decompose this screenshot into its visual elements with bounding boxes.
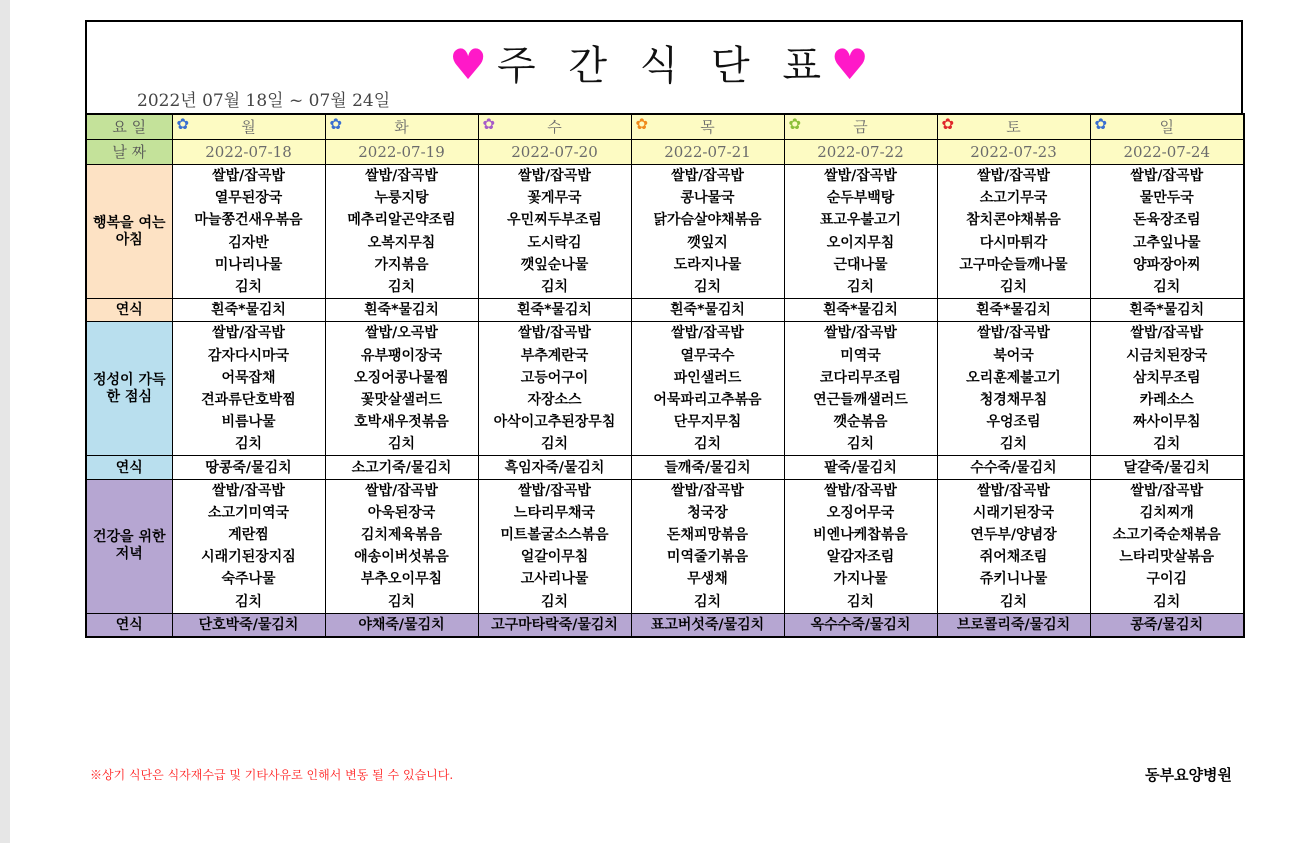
flower-pot-blue-icon: ✿ (1094, 115, 1108, 133)
snack-item: 옥수수죽/물김치 (784, 613, 937, 637)
dinner-row (86, 502, 1244, 524)
menu-item: 견과류단호박찜 (172, 389, 325, 411)
lunch-row (86, 389, 1244, 411)
dinner-snack-label: 연식 (86, 613, 172, 637)
menu-item: 쌀밥/잡곡밥 (325, 479, 478, 502)
menu-item: 단무지무침 (631, 411, 784, 433)
date-cell: 2022-07-20 (478, 140, 631, 165)
menu-item: 시래기된장국 (937, 502, 1090, 524)
menu-item: 미트볼굴소스볶음 (478, 524, 631, 546)
menu-item: 쌀밥/잡곡밥 (325, 165, 478, 188)
menu-item: 쌀밥/잡곡밥 (172, 165, 325, 188)
menu-item: 김치 (937, 433, 1090, 456)
menu-item: 우엉조림 (937, 411, 1090, 433)
snack-item: 달걀죽/물김치 (1090, 456, 1244, 479)
menu-item: 쌀밥/잡곡밥 (172, 322, 325, 345)
date-header-row (86, 140, 1244, 165)
menu-item: 소고기죽순채볶음 (1090, 524, 1244, 546)
menu-item: 김치 (172, 433, 325, 456)
menu-item: 열무국수 (631, 345, 784, 367)
menu-item: 양파장아찌 (1090, 254, 1244, 276)
menu-item: 고사리나물 (478, 568, 631, 590)
date-cell: 2022-07-21 (631, 140, 784, 165)
menu-change-notice: ※상기 식단은 식자재수급 및 기타사유로 인해서 변동 될 수 있습니다. (90, 768, 454, 782)
menu-item: 오리훈제불고기 (937, 367, 1090, 389)
day-name: 월 (241, 118, 256, 136)
lunch-row (86, 345, 1244, 367)
snack-item: 흰죽*물김치 (1090, 299, 1244, 322)
menu-item: 쌀밥/잡곡밥 (1090, 322, 1244, 345)
menu-item: 애송이버섯볶음 (325, 546, 478, 568)
title-text: 주 간 식 단 표 (496, 43, 832, 89)
menu-item: 쌀밥/잡곡밥 (1090, 479, 1244, 502)
dinner-row (86, 546, 1244, 568)
menu-item: 자장소스 (478, 389, 631, 411)
menu-item: 닭가슴살야채볶음 (631, 209, 784, 231)
day-header-cell (172, 114, 325, 140)
dinner-row (86, 479, 1244, 502)
snack-item: 소고기죽/물김치 (325, 456, 478, 479)
menu-item: 미나리나물 (172, 254, 325, 276)
menu-item: 꽃맛살샐러드 (325, 389, 478, 411)
date-range: 2022년 07월 18일 ~ 07월 24일 (137, 91, 391, 111)
lunch-snack-row (86, 456, 1244, 479)
menu-table (85, 113, 1245, 638)
menu-item: 메추리알곤약조림 (325, 209, 478, 231)
menu-item: 열무된장국 (172, 187, 325, 209)
menu-item: 아삭이고추된장무침 (478, 411, 631, 433)
snack-item: 브로콜리죽/물김치 (937, 613, 1090, 637)
snack-item: 땅콩죽/물김치 (172, 456, 325, 479)
menu-item: 가지나물 (784, 568, 937, 590)
menu-item: 다시마튀각 (937, 232, 1090, 254)
title-box (85, 20, 1243, 113)
snack-item: 콩죽/물김치 (1090, 613, 1244, 637)
day-header-cell (478, 114, 631, 140)
menu-item: 쌀밥/잡곡밥 (631, 322, 784, 345)
menu-item: 고추잎나물 (1090, 232, 1244, 254)
snack-item: 수수죽/물김치 (937, 456, 1090, 479)
menu-item: 연근들깨샐러드 (784, 389, 937, 411)
snack-item: 야채죽/물김치 (325, 613, 478, 637)
breakfast-row (86, 276, 1244, 299)
menu-item: 꽃게무국 (478, 187, 631, 209)
day-header-cell (784, 114, 937, 140)
menu-item: 쌀밥/잡곡밥 (937, 165, 1090, 188)
menu-item: 쌀밥/잡곡밥 (784, 479, 937, 502)
day-name: 일 (1159, 118, 1174, 136)
menu-item: 삼치무조림 (1090, 367, 1244, 389)
menu-item: 김치 (631, 276, 784, 299)
menu-item: 무생채 (631, 568, 784, 590)
menu-item: 얼갈이무침 (478, 546, 631, 568)
menu-item: 오이지무침 (784, 232, 937, 254)
menu-item: 쌀밥/잡곡밥 (784, 165, 937, 188)
snack-item: 팥죽/물김치 (784, 456, 937, 479)
menu-item: 김치 (325, 433, 478, 456)
menu-item: 어묵파리고추볶음 (631, 389, 784, 411)
breakfast-row (86, 187, 1244, 209)
menu-item: 고구마순들깨나물 (937, 254, 1090, 276)
flower-pot-purple-icon: ✿ (482, 115, 496, 133)
menu-item: 유부팽이장국 (325, 345, 478, 367)
menu-item: 도라지나물 (631, 254, 784, 276)
menu-item: 쌀밥/잡곡밥 (172, 479, 325, 502)
lunch-row (86, 433, 1244, 456)
lunch-row (86, 411, 1244, 433)
date-cell: 2022-07-23 (937, 140, 1090, 165)
left-margin-strip (0, 0, 10, 843)
menu-item: 김치 (325, 276, 478, 299)
menu-item: 시래기된장지짐 (172, 546, 325, 568)
menu-item: 쌀밥/잡곡밥 (478, 479, 631, 502)
menu-item: 비엔나케찹볶음 (784, 524, 937, 546)
heart-icon-left: ♥ (449, 40, 497, 89)
menu-item: 김치 (478, 276, 631, 299)
snack-item: 흰죽*물김치 (631, 299, 784, 322)
menu-item: 미역국 (784, 345, 937, 367)
menu-item: 김치 (1090, 276, 1244, 299)
menu-item: 시금치된장국 (1090, 345, 1244, 367)
menu-item: 김치 (1090, 433, 1244, 456)
snack-item: 흰죽*물김치 (937, 299, 1090, 322)
flower-pot-orange-icon: ✿ (635, 115, 649, 133)
breakfast-label: 행복을 여는 아침 (86, 165, 172, 299)
dinner-label: 건강을 위한 저녁 (86, 479, 172, 613)
menu-item: 근대나물 (784, 254, 937, 276)
breakfast-row (86, 209, 1244, 231)
breakfast-snack-label: 연식 (86, 299, 172, 322)
menu-item: 김치 (478, 591, 631, 614)
menu-item: 오징어무국 (784, 502, 937, 524)
snack-item: 흰죽*물김치 (172, 299, 325, 322)
menu-item: 깻순볶음 (784, 411, 937, 433)
menu-item: 쌀밥/잡곡밥 (631, 479, 784, 502)
menu-item: 김치찌개 (1090, 502, 1244, 524)
menu-item: 소고기무국 (937, 187, 1090, 209)
menu-item: 김치 (784, 276, 937, 299)
menu-item: 김치 (478, 433, 631, 456)
hospital-name: 동부요양병원 (1145, 766, 1232, 784)
menu-item: 감자다시마국 (172, 345, 325, 367)
menu-item: 느타리무채국 (478, 502, 631, 524)
menu-item: 김치 (631, 433, 784, 456)
dinner-snack-row (86, 613, 1244, 637)
day-header-cell (631, 114, 784, 140)
lunch-row (86, 322, 1244, 345)
menu-item: 카레소스 (1090, 389, 1244, 411)
menu-item: 도시락김 (478, 232, 631, 254)
flower-pot-blue-icon: ✿ (176, 115, 190, 133)
flower-pot-blue-icon: ✿ (329, 115, 343, 133)
menu-item: 코다리무조림 (784, 367, 937, 389)
breakfast-row (86, 165, 1244, 188)
snack-item: 표고버섯죽/물김치 (631, 613, 784, 637)
snack-item: 흰죽*물김치 (325, 299, 478, 322)
dinner-row (86, 591, 1244, 614)
menu-item: 김치제육볶음 (325, 524, 478, 546)
breakfast-row (86, 232, 1244, 254)
menu-item: 아욱된장국 (325, 502, 478, 524)
day-header-cell (937, 114, 1090, 140)
lunch-snack-label: 연식 (86, 456, 172, 479)
menu-item: 김자반 (172, 232, 325, 254)
menu-item: 김치 (631, 591, 784, 614)
day-label: 요 일 (86, 114, 172, 140)
menu-item: 짜사이무침 (1090, 411, 1244, 433)
menu-item: 김치 (172, 591, 325, 614)
menu-item: 고등어구이 (478, 367, 631, 389)
menu-item: 마늘쫑건새우볶음 (172, 209, 325, 231)
page-title (87, 34, 1241, 91)
menu-item: 우민찌두부조림 (478, 209, 631, 231)
menu-item: 깻잎지 (631, 232, 784, 254)
menu-item: 참치콘야채볶음 (937, 209, 1090, 231)
date-cell: 2022-07-22 (784, 140, 937, 165)
day-name: 수 (547, 118, 562, 136)
breakfast-snack-row (86, 299, 1244, 322)
menu-item: 돈육장조림 (1090, 209, 1244, 231)
menu-item: 김치 (172, 276, 325, 299)
menu-item: 김치 (784, 591, 937, 614)
menu-item: 쌀밥/잡곡밥 (937, 479, 1090, 502)
flower-pot-green-icon: ✿ (788, 115, 802, 133)
menu-item: 쥬키니나물 (937, 568, 1090, 590)
day-header-row (86, 114, 1244, 140)
menu-item: 표고우불고기 (784, 209, 937, 231)
flower-pot-red-icon: ✿ (941, 115, 955, 133)
menu-item: 김치 (325, 591, 478, 614)
menu-item: 오징어콩나물찜 (325, 367, 478, 389)
menu-item: 연두부/양념장 (937, 524, 1090, 546)
menu-item: 쌀밥/잡곡밥 (937, 322, 1090, 345)
menu-item: 소고기미역국 (172, 502, 325, 524)
menu-item: 쌀밥/잡곡밥 (478, 322, 631, 345)
menu-item: 쌀밥/잡곡밥 (784, 322, 937, 345)
date-cell: 2022-07-18 (172, 140, 325, 165)
menu-item: 가지볶음 (325, 254, 478, 276)
menu-item: 쥐어채조림 (937, 546, 1090, 568)
snack-item: 단호박죽/물김치 (172, 613, 325, 637)
menu-item: 청경채무침 (937, 389, 1090, 411)
menu-item: 청국장 (631, 502, 784, 524)
menu-item: 콩나물국 (631, 187, 784, 209)
menu-item: 호박새우젓볶음 (325, 411, 478, 433)
menu-item: 느타리맛살볶음 (1090, 546, 1244, 568)
lunch-row (86, 367, 1244, 389)
menu-item: 물만두국 (1090, 187, 1244, 209)
menu-item: 부추오이무침 (325, 568, 478, 590)
menu-item: 쌀밥/잡곡밥 (631, 165, 784, 188)
day-header-cell (1090, 114, 1244, 140)
day-name: 목 (700, 118, 715, 136)
menu-item: 구이김 (1090, 568, 1244, 590)
day-name: 금 (853, 118, 868, 136)
menu-item: 계란찜 (172, 524, 325, 546)
lunch-label: 정성이 가득한 점심 (86, 322, 172, 456)
menu-item: 미역줄기볶음 (631, 546, 784, 568)
dinner-row (86, 568, 1244, 590)
menu-item: 깻잎순나물 (478, 254, 631, 276)
menu-item: 북어국 (937, 345, 1090, 367)
day-name: 토 (1006, 118, 1021, 136)
menu-item: 오복지무침 (325, 232, 478, 254)
menu-item: 누룽지탕 (325, 187, 478, 209)
menu-item: 쌀밥/오곡밥 (325, 322, 478, 345)
menu-item: 쌀밥/잡곡밥 (478, 165, 631, 188)
menu-item: 김치 (784, 433, 937, 456)
snack-item: 고구마타락죽/물김치 (478, 613, 631, 637)
breakfast-row (86, 254, 1244, 276)
menu-item: 숙주나물 (172, 568, 325, 590)
menu-item: 부추계란국 (478, 345, 631, 367)
date-cell: 2022-07-19 (325, 140, 478, 165)
date-cell: 2022-07-24 (1090, 140, 1244, 165)
snack-item: 흰죽*물김치 (478, 299, 631, 322)
date-label: 날 짜 (86, 140, 172, 165)
menu-item: 파인샐러드 (631, 367, 784, 389)
menu-item: 김치 (1090, 591, 1244, 614)
day-header-cell (325, 114, 478, 140)
menu-item: 김치 (937, 276, 1090, 299)
dinner-row (86, 524, 1244, 546)
menu-item: 알감자조림 (784, 546, 937, 568)
menu-item: 김치 (937, 591, 1090, 614)
snack-item: 흑임자죽/물김치 (478, 456, 631, 479)
menu-item: 순두부백탕 (784, 187, 937, 209)
snack-item: 들깨죽/물김치 (631, 456, 784, 479)
snack-item: 흰죽*물김치 (784, 299, 937, 322)
menu-item: 어묵잡채 (172, 367, 325, 389)
menu-item: 쌀밥/잡곡밥 (1090, 165, 1244, 188)
weekly-menu-sheet (85, 20, 1243, 638)
day-name: 화 (394, 118, 409, 136)
menu-item: 비름나물 (172, 411, 325, 433)
menu-item: 돈채피망볶음 (631, 524, 784, 546)
heart-icon-right: ♥ (831, 40, 879, 89)
